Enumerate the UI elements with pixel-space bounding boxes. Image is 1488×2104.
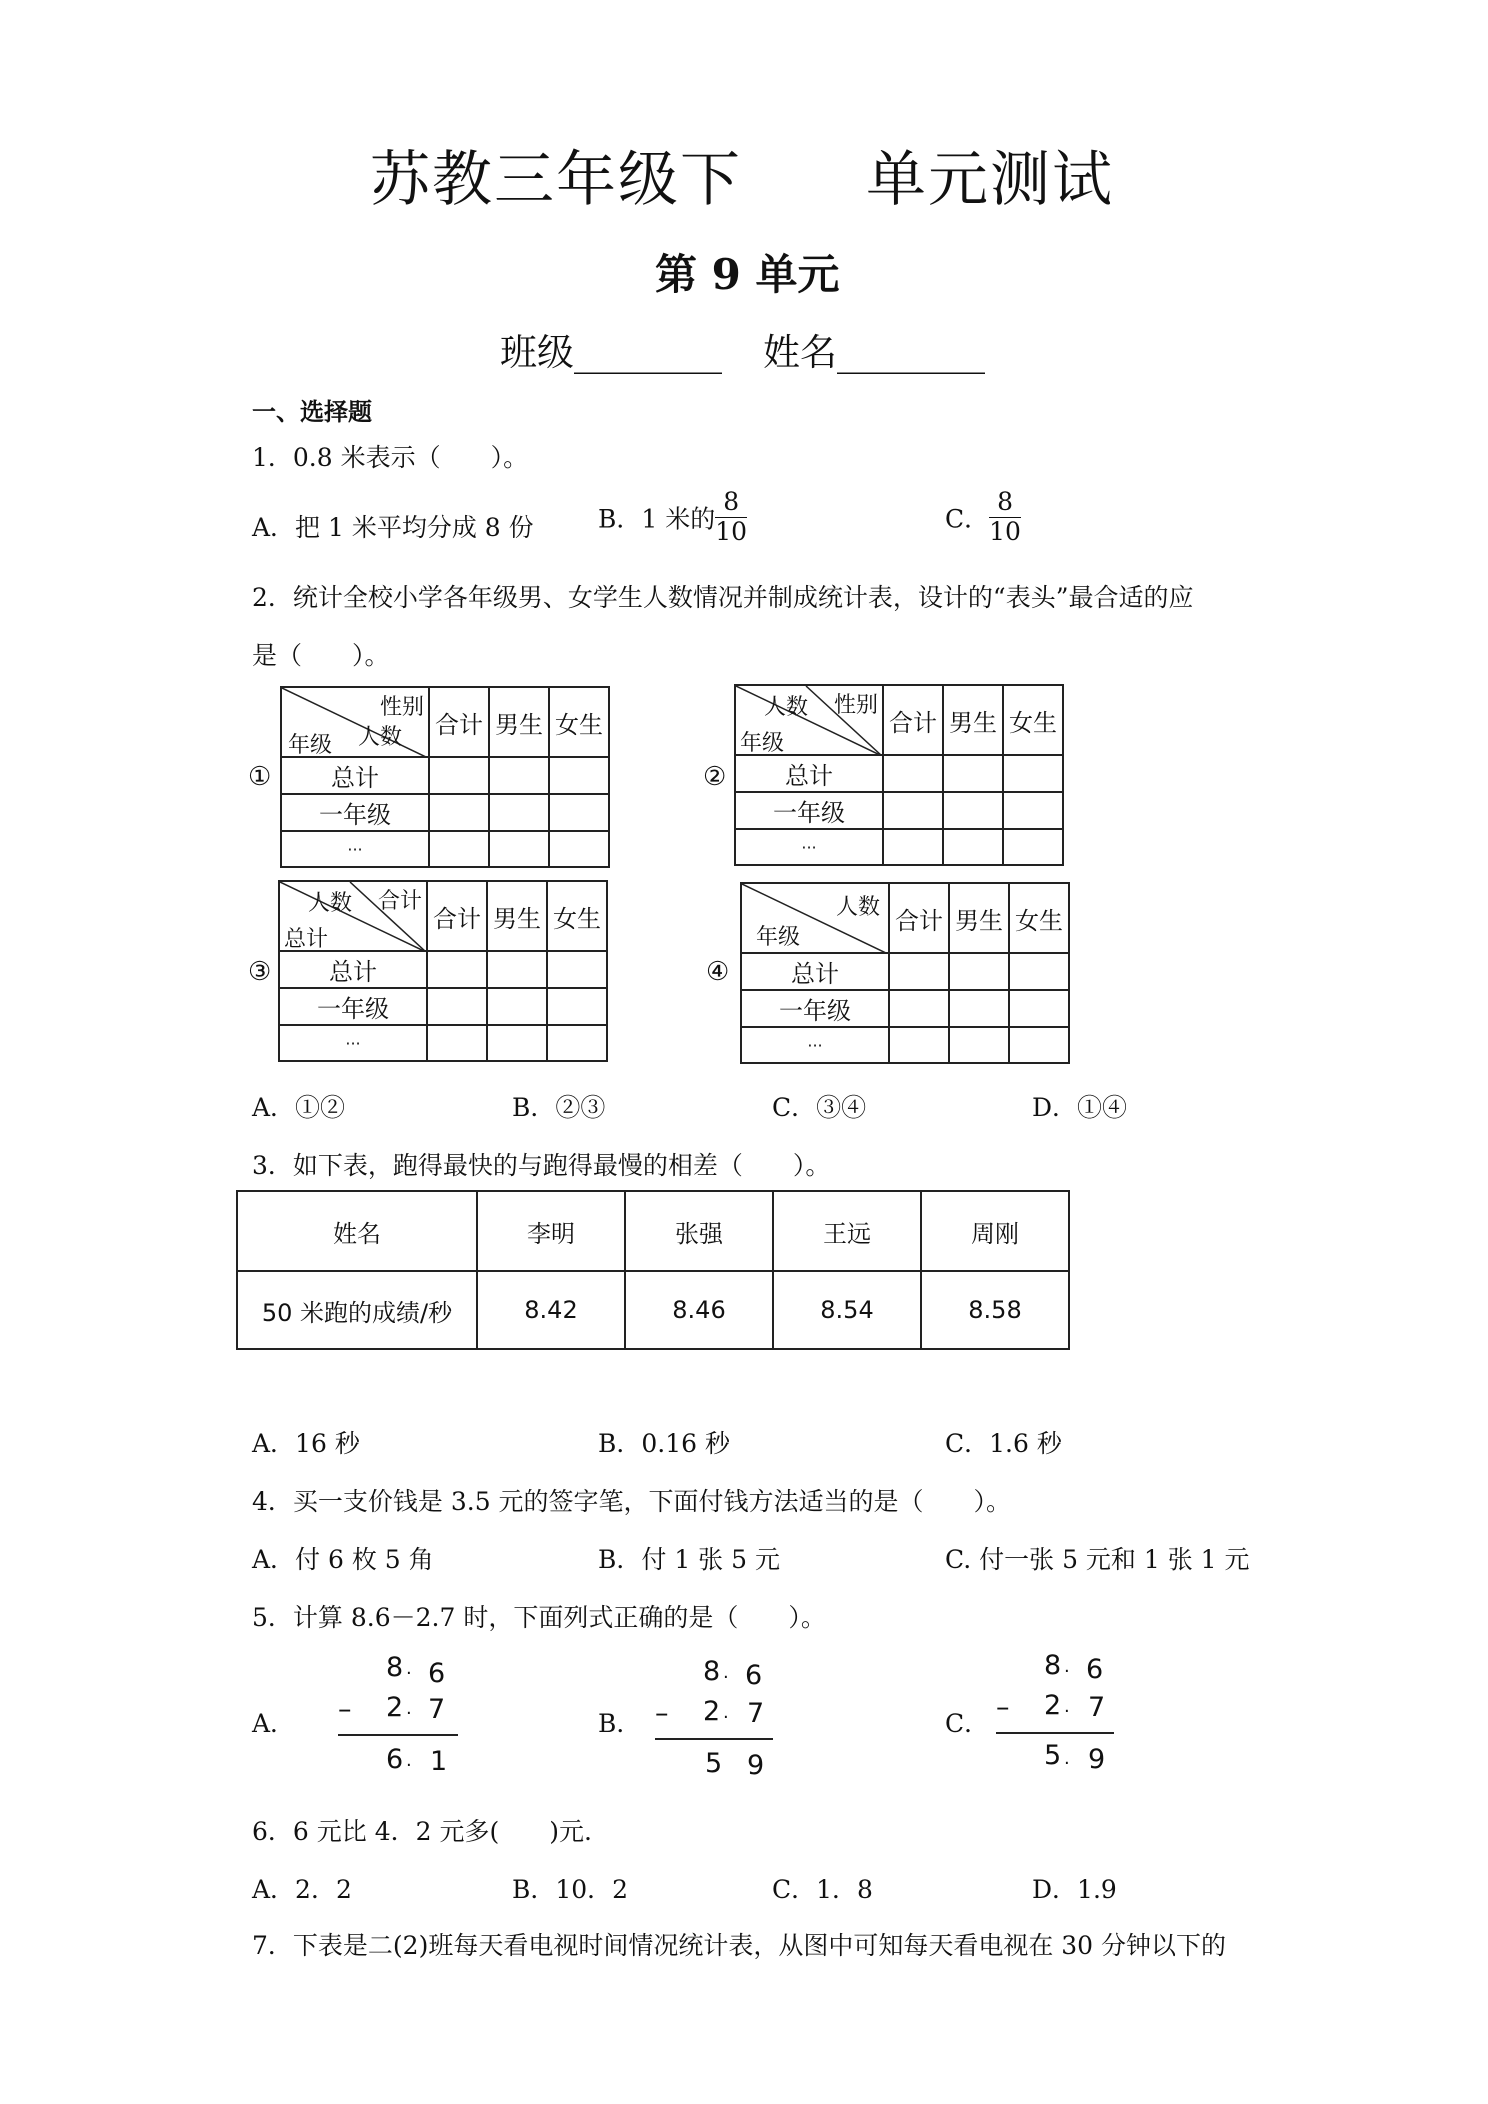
question-3-option-c: C．1.6 秒: [945, 1429, 1062, 1458]
unit-subtitle: 第 9 单元: [655, 250, 840, 299]
result-ones: 6: [386, 1744, 404, 1775]
row-label: ···: [279, 1025, 427, 1061]
table-label-2: ②: [703, 762, 727, 792]
diagonal-header-cell: [279, 881, 427, 951]
header-top-right: 性别: [379, 695, 424, 720]
question-2-option-b: B．②③: [512, 1093, 606, 1122]
question-4-option-a: A．付 6 枚 5 角: [252, 1545, 434, 1574]
table-label-4: ④: [706, 957, 730, 987]
decimal-point: .: [406, 1698, 412, 1719]
result-tenths: 1: [430, 1746, 448, 1777]
col-head: 合计: [883, 685, 943, 755]
col-head: 男生: [489, 687, 549, 757]
minuend-ones: 8: [1044, 1650, 1062, 1681]
minus-sign: –: [996, 1692, 1010, 1723]
fraction: [989, 488, 1021, 547]
question-2-option-a: A．①②: [252, 1093, 346, 1122]
subtrahend-tenths: 7: [1088, 1692, 1106, 1723]
subtrahend-ones: 2: [1044, 1690, 1062, 1721]
table-header-cell: 姓名: [237, 1191, 477, 1271]
row-label: 一年级: [741, 990, 889, 1027]
decimal-point: .: [723, 1662, 729, 1683]
table-header-cell: 李明: [477, 1191, 625, 1271]
header-bottom-left: 年级: [288, 733, 333, 758]
subtrahend-tenths: 7: [747, 1698, 765, 1729]
minus-sign: –: [338, 1694, 352, 1725]
header-bottom-left: 总计: [284, 927, 329, 952]
minuend-ones: 8: [703, 1656, 721, 1687]
question-1-option-c: [945, 488, 1021, 547]
header-top-right: 人数: [835, 895, 880, 920]
question-2-option-c: C．③④: [772, 1093, 867, 1122]
row-label: 总计: [735, 755, 883, 792]
minuend-tenths: 6: [1086, 1654, 1104, 1685]
page-title: 苏教三年级下 单元测试: [370, 145, 1114, 215]
col-head: 男生: [949, 883, 1009, 953]
table-cell: 50 米跑的成绩/秒: [237, 1271, 477, 1349]
question-3-text: 3．如下表，跑得最快的与跑得最慢的相差（ ）。: [252, 1151, 831, 1180]
decimal-point: .: [406, 1658, 412, 1679]
fraction-numerator: 8: [997, 487, 1013, 516]
sum-line: [338, 1734, 458, 1736]
diagonal-header-cell: [735, 685, 883, 755]
subtrahend-tenths: 7: [428, 1694, 446, 1725]
fraction-denominator: 10: [715, 516, 748, 546]
minus-sign: –: [655, 1698, 669, 1729]
header-table-3: [278, 880, 608, 1062]
minuend-ones: 8: [386, 1652, 404, 1683]
table-header-cell: 周刚: [921, 1191, 1069, 1271]
vertical-subtraction-c: [996, 1650, 1116, 1780]
table-cell: 8.46: [625, 1271, 773, 1349]
col-head: 女生: [1003, 685, 1063, 755]
header-mid: 人数: [764, 695, 809, 720]
vertical-subtraction-b: [655, 1656, 775, 1786]
question-1-text: 1．0.8 米表示（ ）。: [252, 443, 529, 472]
table-cell: 8.54: [773, 1271, 921, 1349]
question-5-text: 5．计算 8.6－2.7 时，下面列式正确的是（ ）。: [252, 1603, 826, 1632]
header-top-right: 合计: [377, 889, 422, 914]
col-head: 合计: [427, 881, 487, 951]
row-label: ···: [741, 1027, 889, 1063]
question-6-option-c: C．1．8: [772, 1875, 873, 1904]
row-label: ···: [735, 829, 883, 865]
question-7-text: 7．下表是二(2)班每天看电视时间情况统计表，从图中可知每天看电视在 30 分钟以下的: [252, 1931, 1227, 1960]
row-label: 总计: [281, 757, 429, 794]
subtrahend-ones: 2: [386, 1692, 404, 1723]
col-head: 男生: [943, 685, 1003, 755]
decimal-point: .: [723, 1702, 729, 1723]
score-table: [236, 1190, 1070, 1350]
question-2-option-d: D．①④: [1032, 1093, 1128, 1122]
question-2-text-line1: 2．统计全校小学各年级男、女学生人数情况并制成统计表，设计的“表头”最合适的应: [252, 583, 1194, 612]
result-ones: 5: [705, 1748, 723, 1779]
option-c-prefix: C．: [945, 504, 990, 534]
name-field-label: 姓名________: [763, 331, 985, 374]
result-tenths: 9: [1088, 1744, 1106, 1775]
question-3-option-b: B．0.16 秒: [598, 1429, 730, 1458]
result-ones: 5: [1044, 1740, 1062, 1771]
header-top-right: 性别: [833, 693, 878, 718]
col-head: 女生: [547, 881, 607, 951]
question-5-option-a: A．: [252, 1709, 296, 1738]
question-6-option-a: A．2．2: [252, 1875, 352, 1904]
table-label-3: ③: [248, 957, 272, 987]
question-1-option-b: [598, 488, 747, 547]
header-bottom-left: 年级: [740, 731, 785, 756]
row-label: 一年级: [279, 988, 427, 1025]
table-cell: 8.42: [477, 1271, 625, 1349]
question-4-option-c: C. 付一张 5 元和 1 张 1 元: [945, 1545, 1250, 1574]
vertical-subtraction-a: [338, 1652, 458, 1782]
minuend-tenths: 6: [745, 1660, 763, 1691]
question-4-option-b: B．付 1 张 5 元: [598, 1545, 780, 1574]
col-head: 男生: [487, 881, 547, 951]
option-b-prefix: B．1 米的: [598, 504, 716, 534]
table-cell: 8.58: [921, 1271, 1069, 1349]
row-label: 总计: [741, 953, 889, 990]
col-head: 女生: [1009, 883, 1069, 953]
row-label: 一年级: [281, 794, 429, 831]
diagonal-header-cell: [741, 883, 889, 953]
minuend-tenths: 6: [428, 1658, 446, 1689]
header-bottom-left: 年级: [756, 925, 801, 950]
diagonal-header-cell: [281, 687, 429, 757]
col-head: 合计: [429, 687, 489, 757]
question-6-text: 6．6 元比 4．2 元多( )元.: [252, 1817, 592, 1846]
decimal-point: .: [1064, 1696, 1070, 1717]
header-table-4: [740, 882, 1070, 1064]
question-6-option-d: D．1.9: [1032, 1875, 1117, 1904]
question-1-option-a: A．把 1 米平均分成 8 份: [252, 513, 534, 542]
header-mid: 人数: [358, 725, 403, 750]
col-head: 合计: [889, 883, 949, 953]
question-5-option-b: B．: [598, 1709, 642, 1738]
subtrahend-ones: 2: [703, 1696, 721, 1727]
result-tenths: 9: [747, 1750, 765, 1781]
sum-line: [996, 1732, 1114, 1734]
row-label: 一年级: [735, 792, 883, 829]
decimal-point: .: [1064, 1748, 1070, 1769]
section-title: 一、选择题: [252, 397, 372, 426]
question-2-text-line2: 是（ ）。: [252, 641, 390, 670]
table-header-cell: 王远: [773, 1191, 921, 1271]
table-header-cell: 张强: [625, 1191, 773, 1271]
fraction: [715, 488, 747, 547]
question-6-option-b: B．10．2: [512, 1875, 629, 1904]
question-5-option-c: C．: [945, 1709, 990, 1738]
question-3-option-a: A．16 秒: [252, 1429, 360, 1458]
class-field-label: 班级________: [500, 331, 722, 374]
fraction-denominator: 10: [989, 516, 1021, 546]
sum-line: [655, 1738, 773, 1740]
header-mid: 人数: [308, 891, 353, 916]
fraction-numerator: 8: [723, 487, 740, 516]
header-table-1: [280, 686, 610, 868]
header-table-2: [734, 684, 1064, 866]
row-label: 总计: [279, 951, 427, 988]
decimal-point: .: [406, 1750, 412, 1771]
col-head: 女生: [549, 687, 609, 757]
row-label: ···: [281, 831, 429, 867]
decimal-point: .: [1064, 1656, 1070, 1677]
question-4-text: 4．买一支价钱是 3.5 元的签字笔，下面付钱方法适当的是（ ）。: [252, 1487, 1012, 1516]
table-label-1: ①: [248, 762, 272, 792]
